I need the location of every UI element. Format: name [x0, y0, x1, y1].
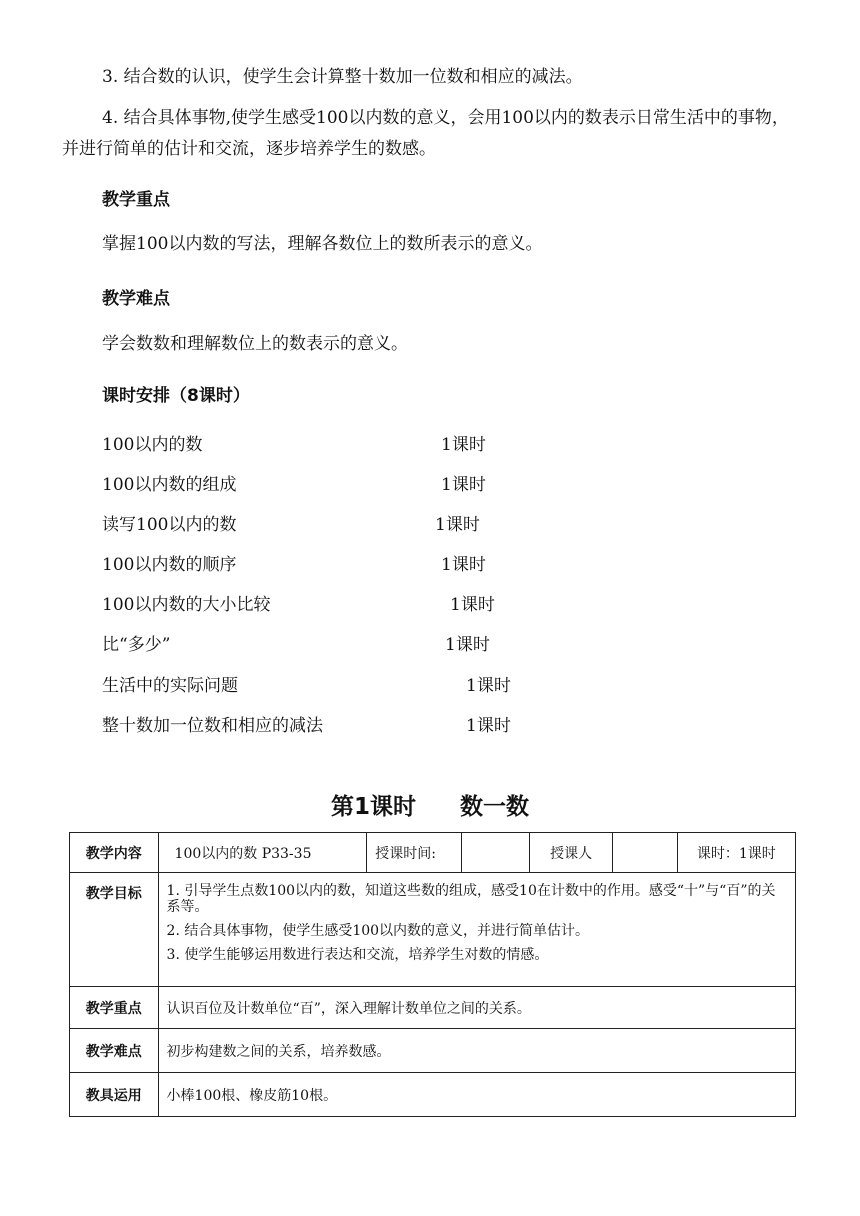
tools-value: 小棒100根、橡皮筋10根。: [158, 1073, 795, 1117]
schedule-item-name: 生活中的实际问题: [102, 676, 238, 696]
goal-item: 3. 使学生能够运用数进行表达和交流，培养学生对数的情感。: [166, 947, 549, 963]
schedule-item-time: 1课时: [441, 475, 486, 495]
lesson-name: 数一数: [460, 794, 529, 820]
key-label: 教学重点: [70, 987, 159, 1029]
content-label: 教学内容: [70, 833, 159, 873]
tools-label: 教具运用: [70, 1073, 159, 1117]
schedule-item-time: 1课时: [445, 635, 490, 655]
lesson-number: 第1课时: [330, 794, 416, 820]
goal-item: 2. 结合具体事物，使学生感受100以内数的意义，并进行简单估计。: [166, 923, 590, 939]
teacher-value: [612, 833, 677, 873]
schedule-item-time: 1课时: [466, 676, 511, 696]
hours-value: 课时：1课时: [677, 833, 795, 873]
diff-label: 教学难点: [70, 1029, 159, 1073]
lesson-title: [0, 788, 860, 821]
intro-item-4: 4. 结合具体事物,使学生感受100以内数的意义，会用100以内的数表示日常生活中的事物，并进行简单的估计和交流，逐步培养学生的数感。: [62, 108, 789, 159]
key-value: 认识百位及计数单位“百”，深入理解计数单位之间的关系。: [158, 987, 795, 1029]
schedule-item-name: 整十数加一位数和相应的减法: [102, 716, 323, 736]
difficulty-text: 学会数数和理解数位上的数表示的意义。: [102, 334, 408, 354]
schedule-item-time: 1课时: [435, 515, 480, 535]
time-label: 授课时间:: [367, 833, 462, 873]
key-point-text: 掌握100以内数的写法，理解各数位上的数所表示的意义。: [102, 234, 543, 254]
schedule-item-time: 1课时: [441, 435, 486, 455]
schedule-item-name: 100以内数的大小比较: [102, 595, 271, 615]
goals-cell: [158, 873, 795, 987]
teacher-label: 授课人: [530, 833, 613, 873]
lesson-plan-table: [69, 832, 796, 1117]
schedule-item-time: 1课时: [466, 716, 511, 736]
schedule-heading: 课时安排（8课时）: [102, 386, 250, 406]
schedule-item-name: 100以内的数: [102, 435, 203, 455]
schedule-item-time: 1课时: [441, 555, 486, 575]
schedule-item-name: 比“多少”: [102, 635, 171, 655]
schedule-item-name: 100以内数的组成: [102, 475, 237, 495]
key-point-heading: 教学重点: [102, 190, 170, 210]
goal-item: 1. 引导学生点数100以内的数，知道这些数的组成，感受10在计数中的作用。感受“十”与“百”的关系等。: [166, 883, 776, 915]
intro-item-3: 3. 结合数的认识，使学生会计算整十数加一位数和相应的减法。: [102, 67, 583, 87]
difficulty-heading: 教学难点: [102, 289, 170, 309]
schedule-item-time: 1课时: [450, 595, 495, 615]
schedule-item-name: 100以内数的顺序: [102, 555, 237, 575]
schedule-item-name: 读写100以内的数: [102, 515, 237, 535]
diff-value: 初步构建数之间的关系，培养数感。: [158, 1029, 795, 1073]
goals-label: 教学目标: [70, 873, 159, 987]
time-value: [461, 833, 530, 873]
content-value: 100以内的数 P33-35: [158, 833, 367, 873]
